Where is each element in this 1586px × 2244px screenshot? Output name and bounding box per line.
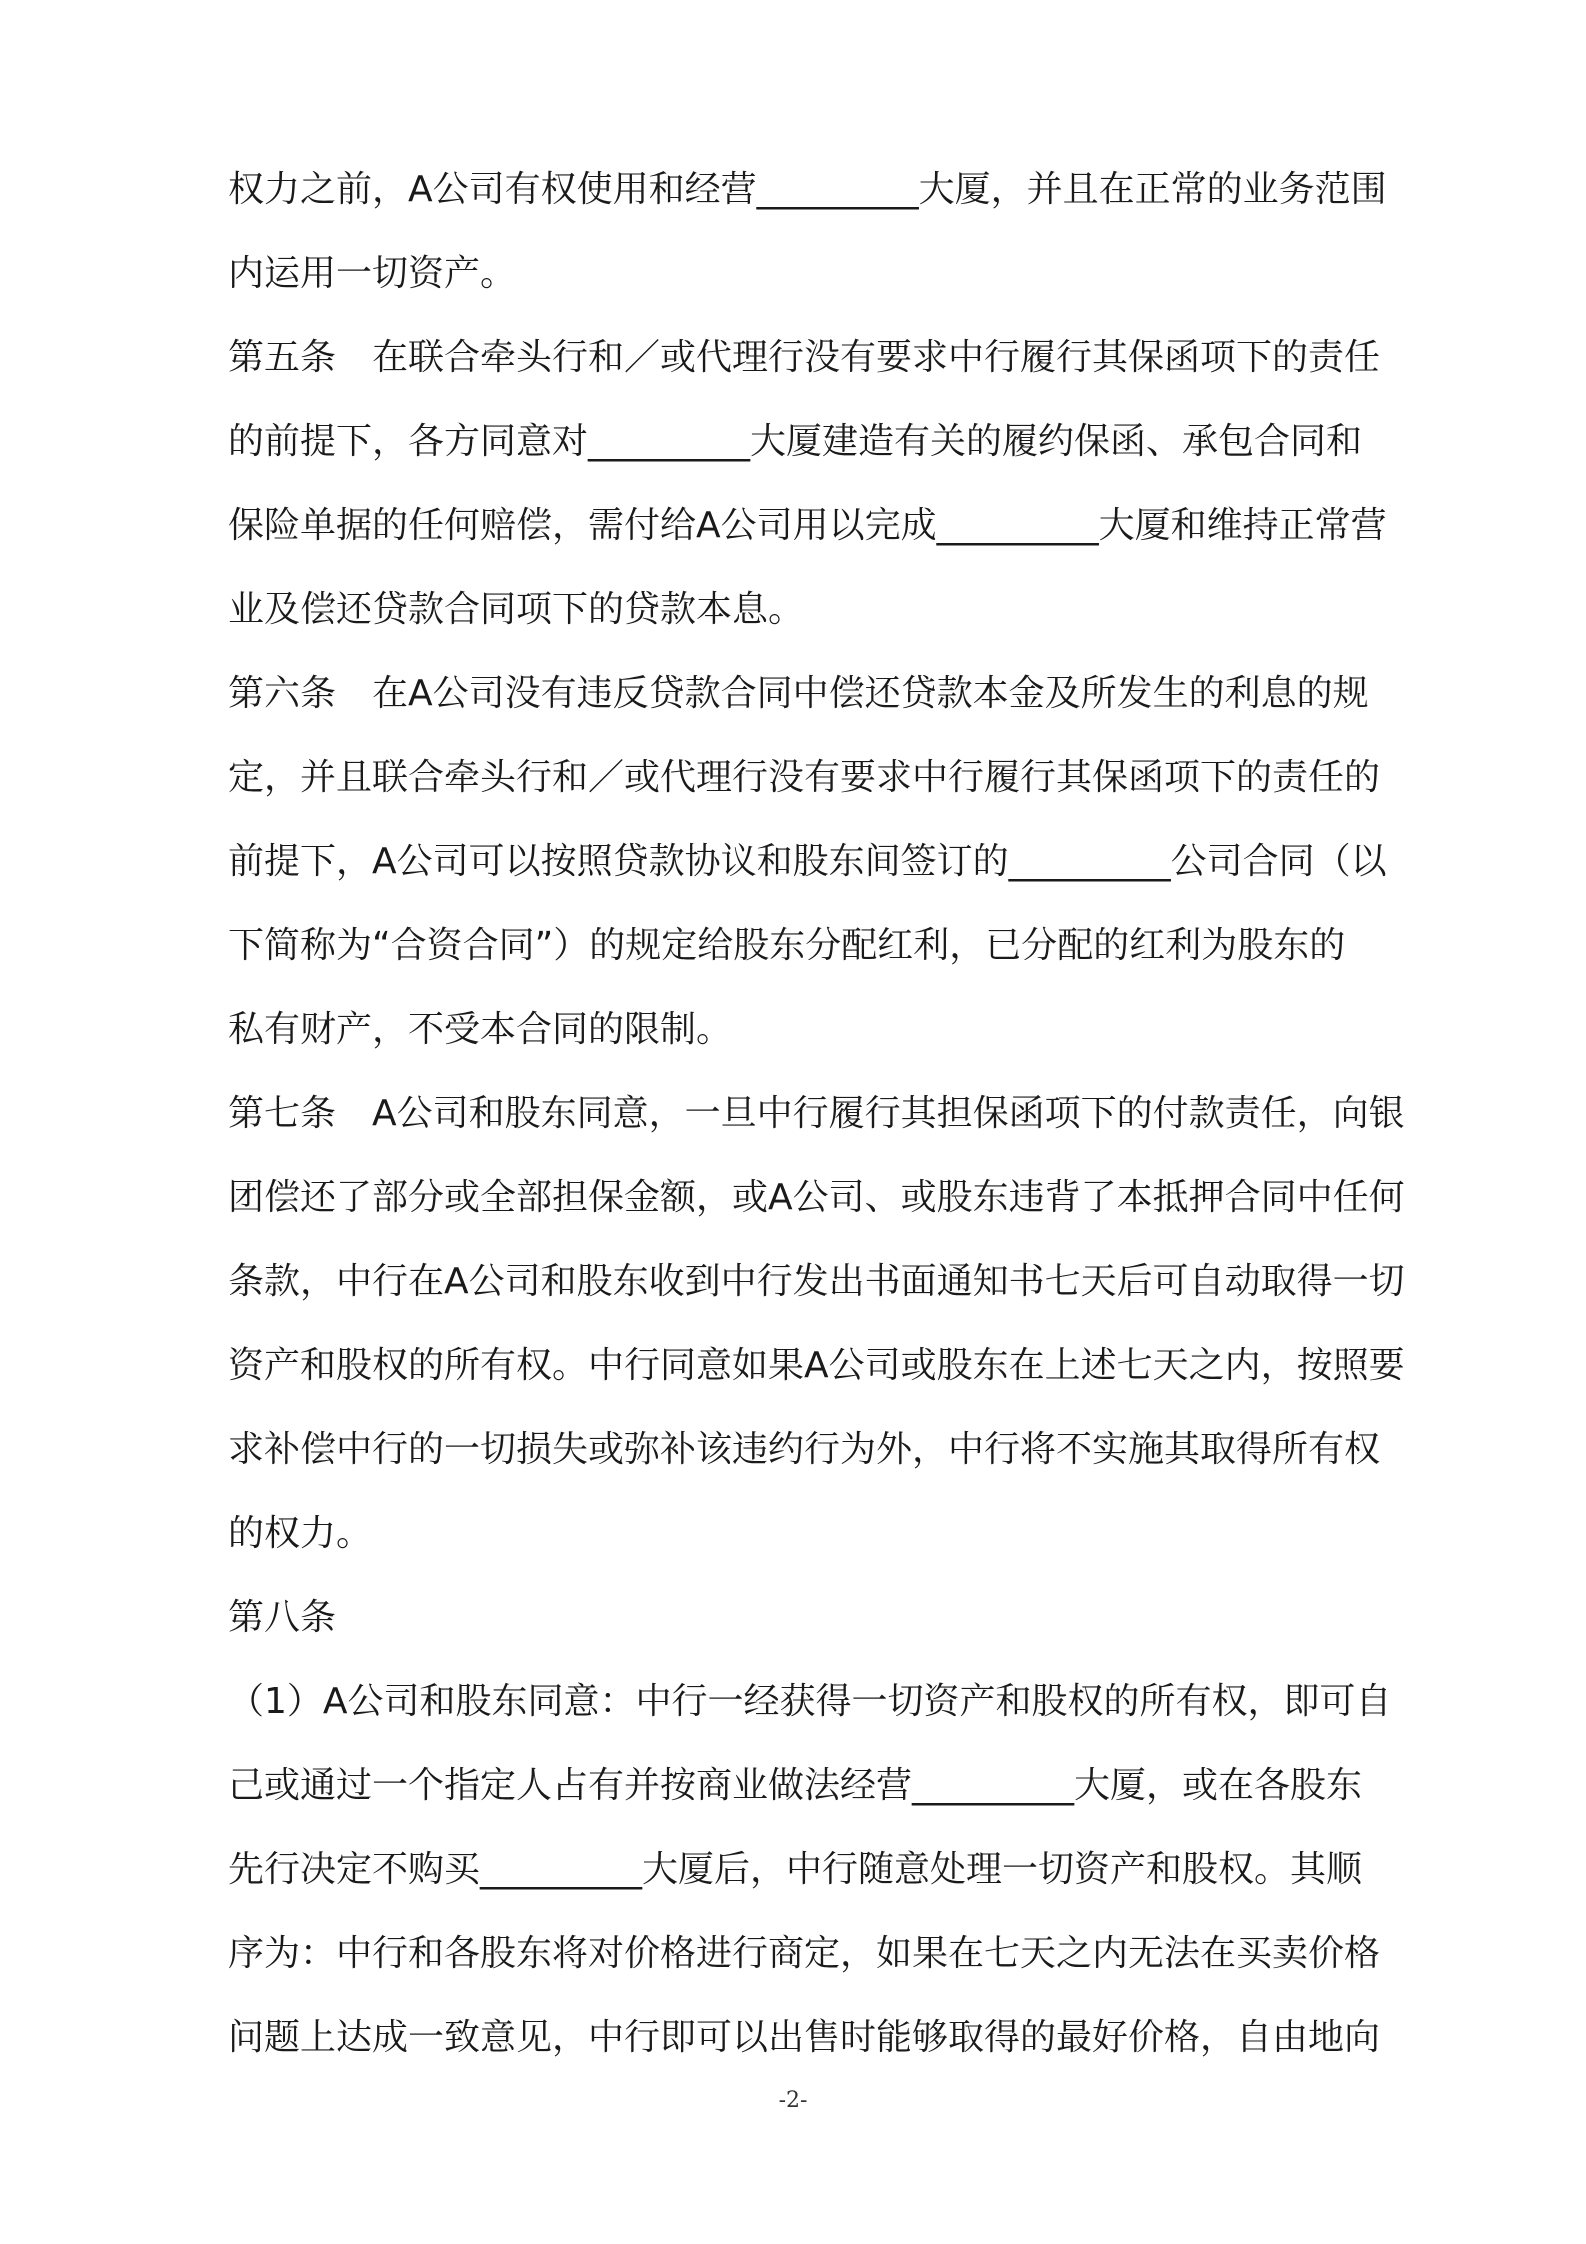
document-body	[228, 148, 1436, 2080]
text-line: 业及偿还贷款合同项下的贷款本息。	[228, 589, 805, 630]
text-line: 保险单据的任何赔偿，需付给A公司用以完成_________大厦和维持正常营	[228, 505, 1387, 546]
text-line: 第八条	[228, 1597, 337, 1638]
text-line: 私有财产，不受本合同的限制。	[228, 1009, 733, 1050]
text-line: 第七条 A公司和股东同意，一旦中行履行其担保函项下的付款责任，向银	[228, 1093, 1405, 1134]
text-line: 权力之前，A公司有权使用和经营_________大厦，并且在正常的业务范围	[228, 169, 1387, 210]
text-line: 下简称为“合资合同”）的规定给股东分配红利，已分配的红利为股东的	[228, 925, 1346, 966]
page-number: -2-	[778, 2088, 808, 2113]
text-line: 团偿还了部分或全部担保金额，或A公司、或股东违背了本抵押合同中任何	[228, 1177, 1405, 1218]
text-line: 的权力。	[228, 1513, 373, 1554]
text-line: 定，并且联合牵头行和／或代理行没有要求中行履行其保函项下的责任的	[228, 757, 1381, 798]
text-line: 的前提下，各方同意对_________大厦建造有关的履约保函、承包合同和	[228, 421, 1363, 462]
text-line: 求补偿中行的一切损失或弥补该违约行为外，中行将不实施其取得所有权	[228, 1429, 1381, 1470]
text-line: （1）A公司和股东同意：中行一经获得一切资产和股权的所有权，即可自	[228, 1681, 1392, 1722]
text-line: 第六条 在A公司没有违反贷款合同中偿还贷款本金及所发生的利息的规	[228, 673, 1369, 714]
text-line: 问题上达成一致意见，中行即可以出售时能够取得的最好价格，自由地向	[228, 2017, 1381, 2058]
text-line: 序为：中行和各股东将对价格进行商定，如果在七天之内无法在买卖价格	[228, 1933, 1381, 1974]
text-line: 条款，中行在A公司和股东收到中行发出书面通知书七天后可自动取得一切	[228, 1261, 1405, 1302]
text-line: 资产和股权的所有权。中行同意如果A公司或股东在上述七天之内，按照要	[228, 1345, 1405, 1386]
text-line: 前提下，A公司可以按照贷款协议和股东间签订的_________公司合同（以	[228, 841, 1387, 882]
text-line: 己或通过一个指定人占有并按商业做法经营_________大厦，或在各股东	[228, 1765, 1363, 1806]
text-line: 内运用一切资产。	[228, 253, 517, 294]
text-line: 先行决定不购买_________大厦后，中行随意处理一切资产和股权。其顺	[228, 1849, 1363, 1890]
text-line: 第五条 在联合牵头行和／或代理行没有要求中行履行其保函项下的责任	[228, 337, 1381, 378]
